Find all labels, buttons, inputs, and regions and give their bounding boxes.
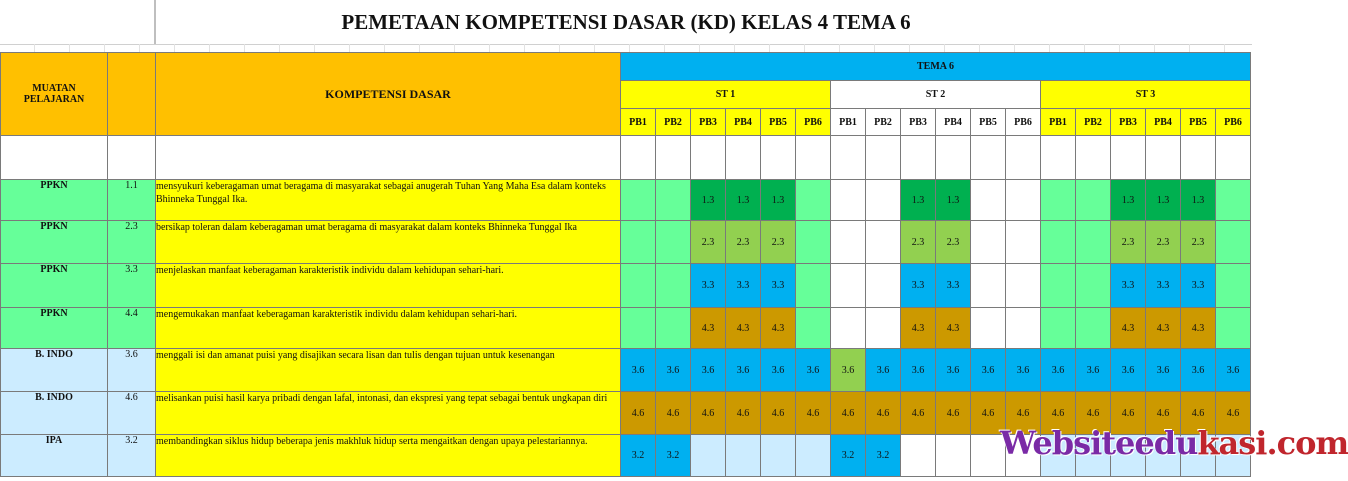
mapping-cell: 4.6 bbox=[761, 392, 796, 435]
subject-cell: B. INDO bbox=[1, 392, 108, 435]
header-code bbox=[108, 53, 156, 136]
mapping-cell bbox=[621, 308, 656, 349]
mapping-cell: 3.3 bbox=[901, 264, 936, 308]
blank-cell bbox=[1041, 136, 1076, 180]
header-muatan-pelajaran: MUATAN PELAJARAN bbox=[1, 53, 108, 136]
mapping-cell bbox=[656, 221, 691, 264]
mapping-cell: 3.2 bbox=[866, 435, 901, 477]
subject-cell: IPA bbox=[1, 435, 108, 477]
mapping-cell bbox=[621, 221, 656, 264]
mapping-cell bbox=[831, 221, 866, 264]
blank-cell bbox=[1076, 136, 1111, 180]
blank-cell bbox=[866, 136, 901, 180]
blank-cell bbox=[1216, 136, 1251, 180]
mapping-cell bbox=[831, 180, 866, 221]
header-pb-cell: PB2 bbox=[866, 109, 901, 136]
blank-cell bbox=[1146, 136, 1181, 180]
mapping-cell: 4.3 bbox=[1146, 308, 1181, 349]
mapping-cell: 1.3 bbox=[936, 180, 971, 221]
mapping-cell: 2.3 bbox=[761, 221, 796, 264]
mapping-cell: 3.6 bbox=[1146, 349, 1181, 392]
header-pb-cell: PB1 bbox=[1041, 109, 1076, 136]
mapping-cell: 2.3 bbox=[1181, 221, 1216, 264]
blank-cell bbox=[1006, 136, 1041, 180]
empty-spacer-row bbox=[0, 44, 1252, 52]
mapping-cell bbox=[1006, 221, 1041, 264]
mapping-cell: 4.3 bbox=[936, 308, 971, 349]
mapping-cell bbox=[1006, 180, 1041, 221]
blank-cell bbox=[796, 136, 831, 180]
mapping-cell: 4.6 bbox=[866, 392, 901, 435]
mapping-cell: 2.3 bbox=[936, 221, 971, 264]
blank-cell bbox=[108, 136, 156, 180]
mapping-cell: 3.2 bbox=[621, 435, 656, 477]
mapping-cell bbox=[1076, 221, 1111, 264]
mapping-cell bbox=[796, 264, 831, 308]
mapping-cell: 2.3 bbox=[901, 221, 936, 264]
kd-code-cell: 3.6 bbox=[108, 349, 156, 392]
mapping-cell: 1.3 bbox=[1146, 180, 1181, 221]
kd-code-cell: 2.3 bbox=[108, 221, 156, 264]
mapping-cell: 4.6 bbox=[621, 392, 656, 435]
watermark-logo: Websiteedukasi.com bbox=[1000, 424, 1348, 462]
mapping-cell: 4.6 bbox=[936, 392, 971, 435]
mapping-cell: 3.6 bbox=[761, 349, 796, 392]
header-pb-cell: PB6 bbox=[796, 109, 831, 136]
mapping-cell bbox=[1006, 264, 1041, 308]
blank-cell bbox=[936, 136, 971, 180]
mapping-cell: 1.3 bbox=[691, 180, 726, 221]
table-row bbox=[1, 308, 1251, 349]
table-row bbox=[1, 349, 1251, 392]
header-pb-cell: PB3 bbox=[901, 109, 936, 136]
kd-mapping-table bbox=[0, 52, 1348, 477]
header-pb-cell: PB3 bbox=[691, 109, 726, 136]
header-pb-cell: PB4 bbox=[936, 109, 971, 136]
mapping-cell bbox=[1041, 180, 1076, 221]
header-pb-cell: PB1 bbox=[621, 109, 656, 136]
kd-code-cell: 3.2 bbox=[108, 435, 156, 477]
mapping-cell bbox=[796, 308, 831, 349]
header-tema: TEMA 6 bbox=[621, 53, 1251, 81]
mapping-cell: 4.6 bbox=[971, 392, 1006, 435]
mapping-cell: 3.3 bbox=[1146, 264, 1181, 308]
mapping-cell bbox=[691, 435, 726, 477]
table-row bbox=[1, 264, 1251, 308]
mapping-cell: 3.6 bbox=[971, 349, 1006, 392]
blank-cell bbox=[1, 136, 108, 180]
mapping-cell bbox=[656, 180, 691, 221]
mapping-cell: 2.3 bbox=[726, 221, 761, 264]
mapping-cell bbox=[971, 221, 1006, 264]
mapping-cell: 3.6 bbox=[621, 349, 656, 392]
mapping-cell bbox=[901, 435, 936, 477]
blank-cell bbox=[761, 136, 796, 180]
mapping-cell bbox=[1216, 264, 1251, 308]
header-pb-cell: PB2 bbox=[1076, 109, 1111, 136]
blank-cell bbox=[621, 136, 656, 180]
mapping-cell: 3.6 bbox=[936, 349, 971, 392]
header-pb-cell: PB5 bbox=[1181, 109, 1216, 136]
mapping-cell: 3.3 bbox=[691, 264, 726, 308]
subject-cell: PPKN bbox=[1, 221, 108, 264]
blank-cell bbox=[726, 136, 761, 180]
kd-description-cell: menggali isi dan amanat puisi yang disajikan secara lisan dan tulis dengan tujuan untuk kesenangan bbox=[156, 349, 621, 392]
kd-description-cell: membandingkan siklus hidup beberapa jenis makhluk hidup serta mengaitkan dengan upaya pelestariannya. bbox=[156, 435, 621, 477]
mapping-cell: 4.6 bbox=[1146, 392, 1181, 435]
mapping-cell: 3.6 bbox=[1181, 349, 1216, 392]
mapping-cell bbox=[1041, 308, 1076, 349]
blank-cell bbox=[971, 136, 1006, 180]
header-pb-cell: PB2 bbox=[656, 109, 691, 136]
mapping-cell bbox=[1041, 264, 1076, 308]
mapping-cell: 3.6 bbox=[1111, 349, 1146, 392]
mapping-cell: 3.6 bbox=[1006, 349, 1041, 392]
mapping-cell bbox=[971, 180, 1006, 221]
mapping-cell: 1.3 bbox=[1111, 180, 1146, 221]
mapping-cell bbox=[796, 180, 831, 221]
mapping-cell bbox=[866, 264, 901, 308]
mapping-cell: 3.2 bbox=[831, 435, 866, 477]
title-left-cell bbox=[0, 0, 156, 44]
mapping-cell: 3.3 bbox=[726, 264, 761, 308]
kd-description-cell: mensyukuri keberagaman umat beragama di masyarakat sebagai anugerah Tuhan Yang Maha Esa dalam konteks Bhinneka Tunggal Ika. bbox=[156, 180, 621, 221]
blank-cell bbox=[831, 136, 866, 180]
mapping-cell: 4.3 bbox=[691, 308, 726, 349]
mapping-cell bbox=[1076, 180, 1111, 221]
kd-description-cell: bersikap toleran dalam keberagaman umat beragama di masyarakat dalam konteks Bhinneka Tunggal Ika bbox=[156, 221, 621, 264]
subject-cell: PPKN bbox=[1, 180, 108, 221]
blank-cell bbox=[691, 136, 726, 180]
mapping-cell bbox=[866, 180, 901, 221]
subject-cell: PPKN bbox=[1, 264, 108, 308]
mapping-cell: 4.6 bbox=[1076, 392, 1111, 435]
mapping-cell: 3.6 bbox=[1216, 349, 1251, 392]
mapping-cell bbox=[1041, 221, 1076, 264]
mapping-cell bbox=[726, 435, 761, 477]
mapping-cell bbox=[796, 221, 831, 264]
kd-code-cell: 1.1 bbox=[108, 180, 156, 221]
mapping-cell bbox=[1216, 221, 1251, 264]
kd-description-cell: menjelaskan manfaat keberagaman karakteristik individu dalam kehidupan sehari-hari. bbox=[156, 264, 621, 308]
mapping-cell: 4.6 bbox=[726, 392, 761, 435]
mapping-cell bbox=[1006, 308, 1041, 349]
mapping-cell: 3.6 bbox=[1076, 349, 1111, 392]
table-row bbox=[1, 180, 1251, 221]
header-pb-cell: PB6 bbox=[1216, 109, 1251, 136]
header-pb-cell: PB4 bbox=[1146, 109, 1181, 136]
mapping-cell: 2.3 bbox=[691, 221, 726, 264]
mapping-cell: 3.6 bbox=[866, 349, 901, 392]
mapping-cell: 2.3 bbox=[1146, 221, 1181, 264]
mapping-cell: 4.6 bbox=[831, 392, 866, 435]
mapping-cell: 4.3 bbox=[761, 308, 796, 349]
mapping-cell bbox=[656, 308, 691, 349]
mapping-cell: 4.6 bbox=[1111, 392, 1146, 435]
mapping-cell bbox=[866, 221, 901, 264]
blank-cell bbox=[901, 136, 936, 180]
mapping-cell: 3.6 bbox=[691, 349, 726, 392]
header-subtema-3: ST 3 bbox=[1041, 81, 1251, 109]
mapping-cell: 1.3 bbox=[1181, 180, 1216, 221]
header-pb-cell: PB6 bbox=[1006, 109, 1041, 136]
mapping-cell: 1.3 bbox=[761, 180, 796, 221]
kd-description-cell: melisankan puisi hasil karya pribadi dengan lafal, intonasi, dan ekspresi yang tepat sebagai bentuk ungkapan diri bbox=[156, 392, 621, 435]
mapping-cell bbox=[1216, 180, 1251, 221]
mapping-cell bbox=[761, 435, 796, 477]
mapping-cell bbox=[1076, 264, 1111, 308]
mapping-cell: 3.6 bbox=[1041, 349, 1076, 392]
mapping-cell: 3.3 bbox=[1111, 264, 1146, 308]
blank-cell bbox=[656, 136, 691, 180]
mapping-cell: 3.3 bbox=[761, 264, 796, 308]
header-kompetensi-dasar: KOMPETENSI DASAR bbox=[156, 53, 621, 136]
mapping-cell bbox=[621, 264, 656, 308]
mapping-cell: 4.6 bbox=[1181, 392, 1216, 435]
mapping-cell: 4.3 bbox=[1111, 308, 1146, 349]
mapping-cell: 4.3 bbox=[901, 308, 936, 349]
mapping-cell: 3.3 bbox=[1181, 264, 1216, 308]
header-pb-cell: PB5 bbox=[761, 109, 796, 136]
mapping-cell: 3.2 bbox=[656, 435, 691, 477]
mapping-cell: 3.6 bbox=[831, 349, 866, 392]
mapping-cell bbox=[831, 308, 866, 349]
header-pb-cell: PB4 bbox=[726, 109, 761, 136]
mapping-cell: 1.3 bbox=[901, 180, 936, 221]
kd-code-cell: 3.3 bbox=[108, 264, 156, 308]
mapping-cell: 3.6 bbox=[796, 349, 831, 392]
mapping-cell: 2.3 bbox=[1111, 221, 1146, 264]
kd-description-cell: mengemukakan manfaat keberagaman karakteristik individu dalam kehidupan sehari-hari. bbox=[156, 308, 621, 349]
mapping-cell bbox=[936, 435, 971, 477]
header-pb-cell: PB1 bbox=[831, 109, 866, 136]
mapping-cell bbox=[1076, 308, 1111, 349]
mapping-cell: 4.6 bbox=[656, 392, 691, 435]
mapping-cell: 4.6 bbox=[796, 392, 831, 435]
title-row bbox=[0, 0, 1252, 45]
blank-cell bbox=[1111, 136, 1146, 180]
subject-cell: B. INDO bbox=[1, 349, 108, 392]
kd-code-cell: 4.4 bbox=[108, 308, 156, 349]
blank-cell bbox=[1181, 136, 1216, 180]
mapping-cell: 4.6 bbox=[1216, 392, 1251, 435]
mapping-cell bbox=[971, 308, 1006, 349]
table-row bbox=[1, 221, 1251, 264]
mapping-cell: 4.3 bbox=[1181, 308, 1216, 349]
subject-cell: PPKN bbox=[1, 308, 108, 349]
mapping-cell bbox=[796, 435, 831, 477]
mapping-cell: 4.3 bbox=[726, 308, 761, 349]
blank-cell bbox=[156, 136, 621, 180]
kd-code-cell: 4.6 bbox=[108, 392, 156, 435]
mapping-cell bbox=[656, 264, 691, 308]
mapping-cell: 3.6 bbox=[726, 349, 761, 392]
header-subtema-2: ST 2 bbox=[831, 81, 1041, 109]
mapping-cell: 3.6 bbox=[901, 349, 936, 392]
mapping-cell: 3.6 bbox=[656, 349, 691, 392]
mapping-cell: 4.6 bbox=[691, 392, 726, 435]
mapping-cell: 4.6 bbox=[1041, 392, 1076, 435]
header-pb-cell: PB5 bbox=[971, 109, 1006, 136]
mapping-cell: 4.6 bbox=[901, 392, 936, 435]
mapping-cell: 3.3 bbox=[936, 264, 971, 308]
mapping-cell bbox=[621, 180, 656, 221]
mapping-cell: 4.6 bbox=[1006, 392, 1041, 435]
mapping-cell: 1.3 bbox=[726, 180, 761, 221]
mapping-cell bbox=[866, 308, 901, 349]
header-pb-cell: PB3 bbox=[1111, 109, 1146, 136]
header-subtema-1: ST 1 bbox=[621, 81, 831, 109]
page-title: PEMETAAN KOMPETENSI DASAR (KD) KELAS 4 TEMA 6 bbox=[341, 10, 911, 34]
mapping-cell bbox=[1216, 308, 1251, 349]
mapping-cell bbox=[971, 264, 1006, 308]
mapping-cell bbox=[831, 264, 866, 308]
